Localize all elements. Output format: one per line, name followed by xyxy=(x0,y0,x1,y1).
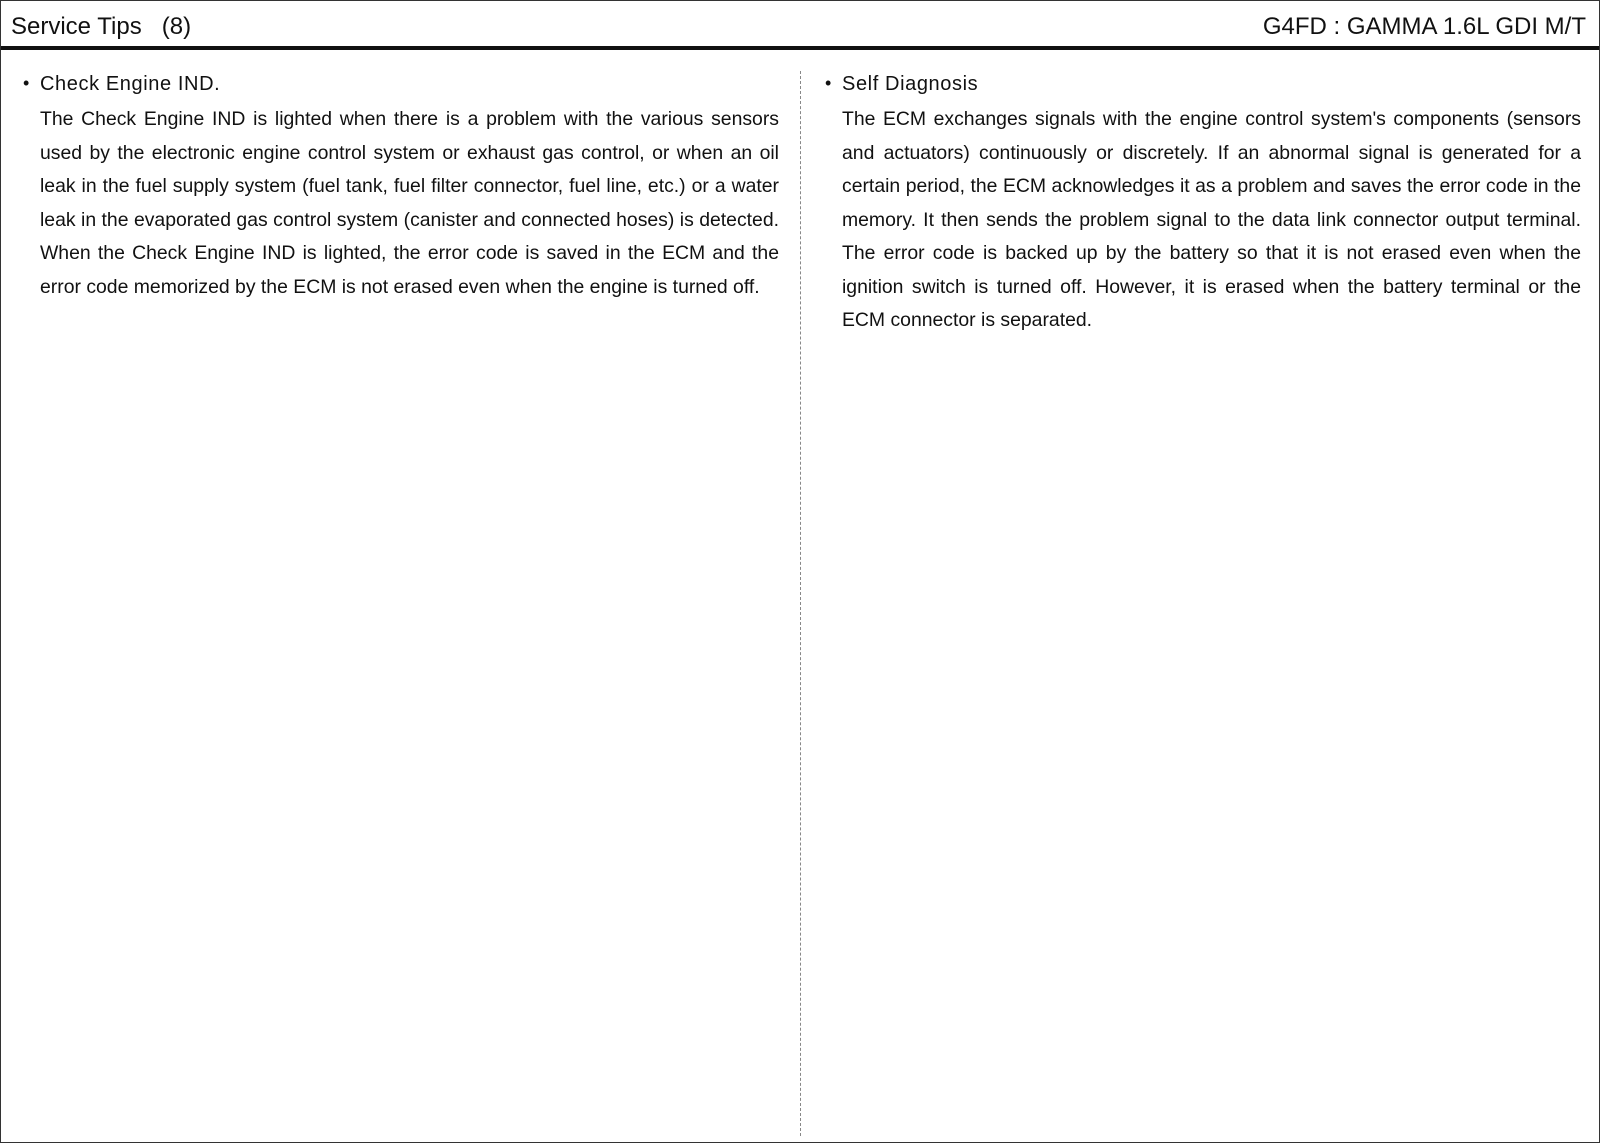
page-header xyxy=(1,1,1599,50)
section-heading xyxy=(23,71,779,97)
section-heading-text: Check Engine IND. xyxy=(40,73,221,95)
header-title: Service Tips xyxy=(11,13,142,40)
section-heading xyxy=(825,71,1581,97)
section-check-engine xyxy=(23,71,779,304)
header-page-label: (8) xyxy=(161,13,192,40)
section-body: The Check Engine IND is lighted when there is a problem with the various sensors used by the electronic engine control system or exhaust gas control, or when an oil leak in the fuel supply system (fuel tank, fuel filter connector, fuel line, etc.) or a water leak in the evaporated gas control system (canister and connected hoses) is detected. When the Check Engine IND is lighted, the error code is saved in the ECM and the error code memorized by the ECM is not erased even when the engine is turned off. xyxy=(40,108,779,298)
header-title-group xyxy=(11,13,191,41)
column-divider xyxy=(800,71,801,1136)
bullet-icon: • xyxy=(825,73,832,93)
section-heading-text: Self Diagnosis xyxy=(842,73,979,95)
section-self-diagnosis xyxy=(825,71,1581,338)
section-body: The ECM exchanges signals with the engine control system's components (sensors and actuators) continuously or discretely. If an abnormal signal is generated for a certain period, the ECM acknowledges it as a problem and saves the error code in the memory. It then sends the problem signal to the data link connector output terminal. The error code is backed up by the battery so that it is not erased even when the ignition switch is turned off. However, it is erased when the battery terminal or the ECM connector is separated. xyxy=(842,108,1581,331)
bullet-icon: • xyxy=(23,73,30,93)
header-model: G4FD : GAMMA 1.6L GDI M/T xyxy=(1262,13,1586,40)
